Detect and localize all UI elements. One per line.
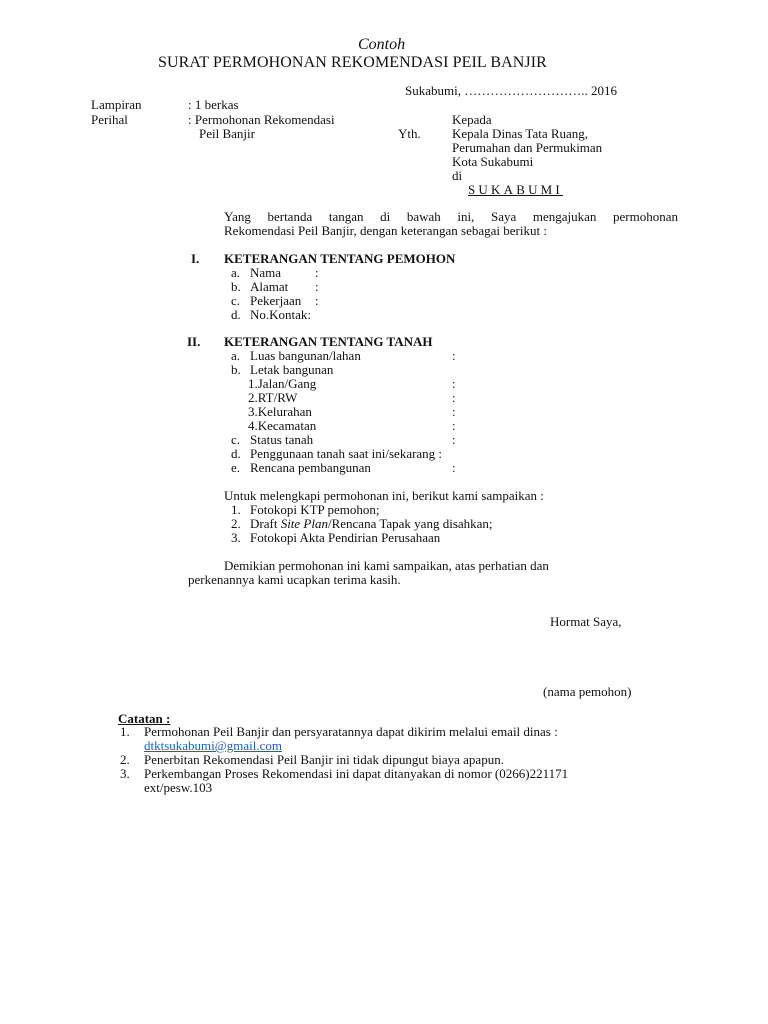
s2-list-colon: : (452, 460, 456, 475)
s2-list-label: 4.Kecamatan (248, 418, 317, 433)
section2-heading: KETERANGAN TENTANG TANAH (224, 334, 433, 349)
email-link[interactable]: dtktsukabumi@gmail.com (144, 738, 282, 753)
s2-list-marker: a. (231, 348, 241, 363)
s1-list-marker: b. (231, 279, 241, 294)
signature-placeholder: (nama pemohon) (543, 684, 632, 699)
lampiran-label: Lampiran (91, 97, 142, 112)
s1-list-marker: d. (231, 307, 241, 322)
attachment-3: Fotokopi Akta Pendirian Perusahaan (250, 530, 441, 545)
attachment-1-number: 1. (231, 502, 241, 517)
closing-line2: perkenannya kami ucapkan terima kasih. (188, 572, 401, 587)
s1-list-label: No.Kontak: (250, 307, 312, 322)
recipient-line2: Perumahan dan Permukiman (452, 140, 603, 155)
s2-list-colon: : (452, 348, 456, 363)
s2-list-label: Penggunaan tanah saat ini/sekarang : (250, 446, 443, 461)
s2-list-label: 1.Jalan/Gang (248, 376, 317, 391)
s1-list-marker: c. (231, 293, 241, 308)
note-2: Penerbitan Rekomendasi Peil Banjir ini tidak dipungut biaya apapun. (144, 752, 504, 767)
intro-line1: Yang bertanda tangan di bawah ini, Saya mengajukan permohonan (224, 209, 678, 224)
closing-line1: Demikian permohonan ini kami sampaikan, atas perhatian dan (224, 558, 549, 573)
section1-numeral: I. (191, 251, 200, 266)
notes-heading: Catatan : (118, 711, 171, 726)
s1-list-label: Pekerjaan (250, 293, 302, 308)
s2-list-colon: : (452, 418, 456, 433)
intro-line2: Rekomendasi Peil Banjir, dengan keterangan sebagai berikut : (224, 223, 547, 238)
s2-list-colon: : (452, 404, 456, 419)
page-title: SURAT PERMOHONAN REKOMENDASI PEIL BANJIR (158, 54, 547, 71)
s2-list-label: Status tanah (250, 432, 314, 447)
perihal-value-cont: Peil Banjir (199, 126, 255, 141)
section1-heading: KETERANGAN TENTANG PEMOHON (224, 251, 456, 266)
s2-list-label: 3.Kelurahan (248, 404, 312, 419)
attachment-1: Fotokopi KTP pemohon; (250, 502, 380, 517)
section2-numeral: II. (187, 334, 201, 349)
s2-list-label: Letak bangunan (250, 362, 334, 377)
perihal-value: : Permohonan Rekomendasi (188, 112, 335, 127)
recipient-kepada: Kepada (452, 112, 492, 127)
recipient-line1: Kepala Dinas Tata Ruang, (452, 126, 589, 141)
s1-list-colon: : (315, 279, 319, 294)
recipient-di: di (452, 168, 463, 183)
attachment-2-prefix: Draft (250, 516, 281, 531)
closing-regards: Hormat Saya, (550, 614, 622, 629)
attachment-2-italic: Site Plan (280, 516, 328, 531)
date-line: Sukabumi, ……………………….. 2016 (405, 83, 617, 98)
s2-list-marker: c. (231, 432, 241, 447)
note-1-number: 1. (120, 724, 130, 739)
s1-list-colon: : (315, 265, 319, 280)
attachment-2-suffix: /Rencana Tapak yang disahkan; (327, 516, 493, 531)
note-2-number: 2. (120, 752, 130, 767)
example-label: Contoh (358, 36, 406, 53)
note-3-cont: ext/pesw.103 (144, 780, 213, 795)
perihal-label: Perihal (91, 112, 128, 127)
s2-list-colon: : (452, 390, 456, 405)
attachment-2-number: 2. (231, 516, 241, 531)
s1-list-colon: : (315, 293, 319, 308)
recipient-yth: Yth. (398, 126, 421, 141)
s1-list-marker: a. (231, 265, 241, 280)
lampiran-value: : 1 berkas (188, 97, 239, 112)
s1-list-label: Alamat (250, 279, 289, 294)
attachment-2 (250, 517, 493, 531)
s2-list-marker: b. (231, 362, 241, 377)
note-1: Permohonan Peil Banjir dan persyaratannya dapat dikirim melalui email dinas : (144, 724, 558, 739)
note-3: Perkembangan Proses Rekomendasi ini dapat ditanyakan di nomor (0266)221171 (144, 766, 569, 781)
s2-list-colon: : (452, 432, 456, 447)
recipient-line3: Kota Sukabumi (452, 154, 534, 169)
attachments-intro: Untuk melengkapi permohonan ini, berikut kami sampaikan : (224, 488, 544, 503)
s2-list-label: Rencana pembangunan (250, 460, 371, 475)
attachment-3-number: 3. (231, 530, 241, 545)
s2-list-label: 2.RT/RW (248, 390, 298, 405)
s2-list-marker: e. (231, 460, 241, 475)
s1-list-label: Nama (250, 265, 282, 280)
s2-list-label: Luas bangunan/lahan (250, 348, 361, 363)
s2-list-marker: d. (231, 446, 241, 461)
s2-list-colon: : (452, 376, 456, 391)
note-3-number: 3. (120, 766, 130, 781)
recipient-city: SUKABUMI (468, 182, 563, 197)
